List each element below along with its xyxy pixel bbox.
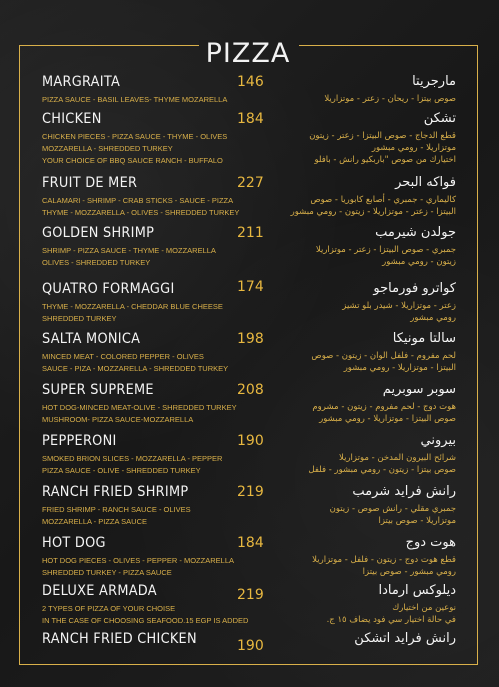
item-description-arabic-line: موتزاريلا - صوص بيتزا bbox=[378, 516, 456, 526]
item-description-arabic-line: اختيارك من صوص "باربكيو رانش - بافلو bbox=[314, 155, 456, 165]
item-description-arabic bbox=[312, 554, 456, 578]
item-price: 146 bbox=[237, 74, 264, 90]
item-description-arabic-line: قطع هوت دوج - زيتون - فلفل - موتزاريلا bbox=[312, 555, 456, 565]
item-description-line: CALAMARI - SHRIMP - CRAB STICKS - SAUCE - PIZZA bbox=[42, 196, 234, 205]
item-name-arabic: ديلوكس ارمادا bbox=[378, 583, 456, 598]
item-description-arabic-line: شرائح البيرون المدخن - موتزاريلا bbox=[339, 453, 456, 463]
item-name: QUATRO FORMAGGI bbox=[42, 281, 175, 297]
item-description-line: 2 TYPES OF PIZZA OF YOUR CHOISE bbox=[42, 604, 176, 613]
item-name: PEPPERONI bbox=[42, 433, 117, 449]
menu-title-box bbox=[196, 38, 300, 74]
item-price: 184 bbox=[237, 535, 264, 551]
item-description-line: THYME - MOZZARELLA - OLIVES - SHREDDED TURKEY bbox=[42, 208, 240, 217]
item-description-line: PIZZA SAUCE - BASIL LEAVES- THYME MOZARELLA bbox=[42, 95, 228, 104]
item-description bbox=[42, 131, 227, 167]
item-description bbox=[42, 351, 228, 375]
item-name-arabic: سالتا مونيكا bbox=[392, 331, 456, 346]
item-description bbox=[42, 301, 223, 325]
item-description-line: SHREDDED TURKEY - PIZZA SAUCE bbox=[42, 568, 172, 577]
item-name: CHICKEN bbox=[42, 111, 102, 127]
item-name-arabic: رانش فرايد شرمب bbox=[352, 484, 456, 499]
item-description-arabic bbox=[312, 401, 456, 425]
item-description-arabic bbox=[342, 300, 456, 324]
item-description-arabic-line: جمبري مقلي - رانش صوص - زيتون bbox=[329, 504, 456, 514]
item-description-arabic bbox=[324, 93, 456, 105]
item-description bbox=[42, 555, 234, 579]
item-description bbox=[42, 195, 239, 219]
item-description-line: HOT DOG-MINCED MEAT-OLIVE - SHREDDED TURKEY bbox=[42, 403, 237, 412]
item-name-arabic: مارجريتا bbox=[412, 74, 456, 89]
item-description-arabic bbox=[309, 130, 456, 166]
item-name: RANCH FRIED SHRIMP bbox=[42, 484, 189, 500]
item-price: 219 bbox=[237, 484, 264, 500]
item-name-arabic: تشكن bbox=[423, 111, 456, 126]
item-name: MARGRAITA bbox=[42, 74, 121, 90]
item-description-arabic-line: صوص بيتزا - زيتون - رومي مبشور - فلفل bbox=[308, 465, 456, 475]
item-description-line: THYME - MOZZARELLA - CHEDDAR BLUE CHEESE bbox=[42, 302, 223, 311]
item-description-arabic-line: جمبري - صوص البيتزا - زعتر - موتزاريلا bbox=[315, 245, 456, 255]
item-price: 174 bbox=[237, 279, 264, 295]
item-description-line: SAUCE - PIZA - MOZZARELLA - SHREDDED TURKEY bbox=[42, 364, 229, 373]
item-name: DELUXE ARMADA bbox=[42, 583, 157, 599]
item-price: 190 bbox=[237, 638, 264, 654]
item-description-line: MINCED MEAT - COLORED PEPPER - OLIVES bbox=[42, 352, 204, 361]
item-name: SUPER SUPREME bbox=[42, 382, 154, 398]
item-description-arabic-line: في حالة اختيار سي فود يضاف ١٥ ج. bbox=[326, 615, 456, 625]
item-price: 227 bbox=[237, 175, 264, 191]
item-price: 208 bbox=[237, 382, 264, 398]
item-description bbox=[42, 603, 248, 627]
item-description-line: OLIVES - SHREDDED TURKEY bbox=[42, 258, 151, 267]
item-description-arabic-line: رومي مبشور bbox=[410, 313, 456, 323]
item-name: FRUIT DE MER bbox=[42, 175, 138, 191]
item-description-arabic-line: زعتر - موتزاريلا - شيدر بلو تشيز bbox=[342, 301, 456, 311]
item-name: RANCH FRIED CHICKEN bbox=[42, 631, 197, 647]
item-description-arabic bbox=[330, 503, 456, 527]
item-description-arabic-line: زيتون - رومي مبشور bbox=[382, 257, 456, 267]
item-name-arabic: فواكه البحر bbox=[395, 175, 456, 190]
item-description-line: SHREDDED TURKEY bbox=[42, 314, 117, 323]
item-description-arabic-line: البيتزا - زعتر - موتزاريلا - زيتون - رومي مبشور bbox=[290, 207, 456, 217]
item-description-line: FRIED SHRIMP - RANCH SAUCE - OLIVES bbox=[42, 505, 191, 514]
item-price: 198 bbox=[237, 331, 264, 347]
item-description-arabic-line: موتزاريلا - رومي مبشور bbox=[371, 143, 456, 153]
item-description-line: HOT DOG PIECES - OLIVES - PEPPER - MOZZARELLA bbox=[42, 556, 234, 565]
item-description-arabic-line: قطع الدجاج - صوص البيتزا - زعتر - زيتون bbox=[309, 131, 456, 141]
item-description bbox=[42, 94, 227, 106]
item-description bbox=[42, 245, 216, 269]
item-description-arabic-line: صوص البيتزا - موتزاريلا - رومي مبشور bbox=[319, 414, 456, 424]
item-price: 219 bbox=[237, 587, 264, 603]
item-name-arabic: بيروني bbox=[420, 433, 456, 448]
item-price: 190 bbox=[237, 433, 264, 449]
item-name-arabic: هوت دوج bbox=[405, 535, 456, 550]
menu-title: PIZZA bbox=[205, 38, 291, 69]
item-description-arabic-line: نوعين من اختيارك bbox=[392, 603, 456, 613]
item-description-line: SMOKED BRION SLICES - MOZZARELLA - PEPPER bbox=[42, 454, 223, 463]
item-description-line: PIZZA SAUCE - OLIVE - SHREDDED TURKEY bbox=[42, 466, 201, 475]
item-description-line: IN THE CASE OF CHOOSING SEAFOOD.15 EGP IS ADDED bbox=[42, 616, 249, 625]
item-name-arabic: جولدن شيرمب bbox=[375, 225, 456, 240]
item-name: GOLDEN SHRIMP bbox=[42, 225, 155, 241]
item-description bbox=[42, 504, 191, 528]
item-price: 211 bbox=[237, 225, 264, 241]
item-description-arabic bbox=[308, 452, 456, 476]
item-name-arabic: رانش فرايد اتشكن bbox=[354, 631, 456, 646]
item-description bbox=[42, 402, 237, 426]
item-description-arabic bbox=[311, 350, 456, 374]
item-description-line: YOUR CHOICE OF BBQ SAUCE RANCH - BUFFALO bbox=[42, 156, 223, 165]
item-description-arabic-line: البيتزا - موتزاريلا - رومي مبشور bbox=[343, 363, 456, 373]
item-description-arabic-line: صوص بيتزا - ريحان - زعتر - موتزاريلا bbox=[324, 94, 456, 104]
item-name: HOT DOG bbox=[42, 535, 106, 551]
item-description-arabic-line: رومي مبشور - صوص بيتزا bbox=[362, 567, 456, 577]
item-description-line: MOZZARELLA - PIZZA SAUCE bbox=[42, 517, 148, 526]
item-description-arabic bbox=[291, 194, 456, 218]
item-name-arabic: سوبر سوبريم bbox=[382, 382, 456, 397]
item-description bbox=[42, 453, 222, 477]
item-description-arabic bbox=[327, 602, 456, 626]
item-description-line: SHRIMP - PIZZA SAUCE - THYME - MOZZARELLA bbox=[42, 246, 216, 255]
item-description-arabic-line: كاليماري - جمبري - أصابع كابوريا - صوص bbox=[310, 195, 456, 205]
item-price: 184 bbox=[237, 111, 264, 127]
item-description-line: MUSHROOM- PIZZA SAUCE-MOZZARELLA bbox=[42, 415, 194, 424]
item-description-arabic-line: هوت دوج - لحم مفروم - زيتون - مشروم bbox=[312, 402, 456, 412]
item-description-arabic-line: لحم مفروم - فلفل الوان - زيتون - صوص bbox=[311, 351, 456, 361]
item-description-line: CHICKEN PIECES - PIZZA SAUCE - THYME - OLIVES bbox=[42, 132, 228, 141]
item-name-arabic: كواترو فورماجو bbox=[373, 281, 456, 296]
item-description-arabic bbox=[316, 244, 456, 268]
item-description-line: MOZZARELLA - SHREDDED TURKEY bbox=[42, 144, 173, 153]
item-name: SALTA MONICA bbox=[42, 331, 141, 347]
